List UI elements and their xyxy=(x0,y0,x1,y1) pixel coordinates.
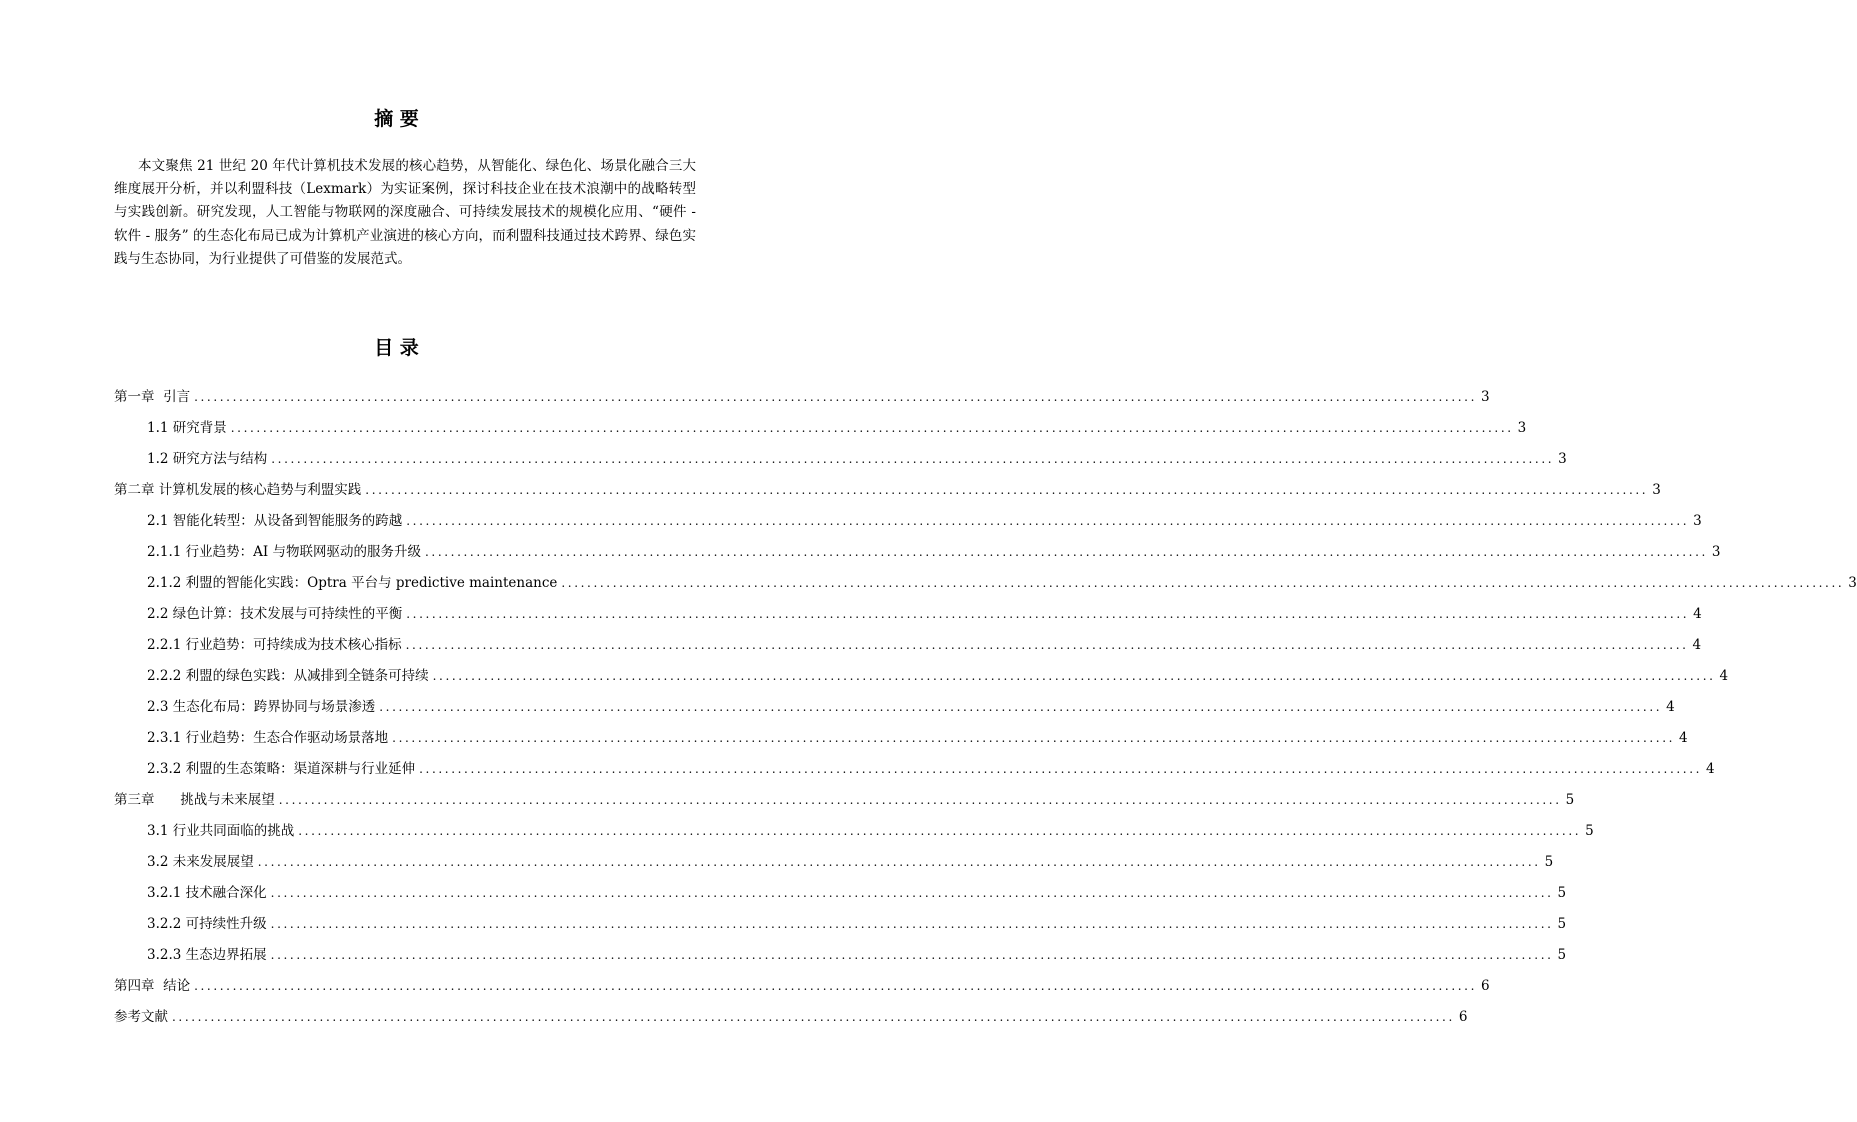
toc-entry-page: 3 xyxy=(1517,420,1527,436)
toc-entry-label: 3.2.2 可持续性升级 xyxy=(147,916,267,932)
toc-entry-page: 4 xyxy=(1719,668,1729,684)
toc-entry-label: 3.1 行业共同面临的挑战 xyxy=(147,823,295,839)
toc-entry-label: 2.3 生态化布局：跨界协同与场景渗透 xyxy=(147,699,376,715)
toc-entry[interactable] xyxy=(147,511,1702,531)
toc-entry[interactable] xyxy=(147,852,1554,872)
toc-entry-page: 4 xyxy=(1679,730,1688,746)
toc-entry-page: 3 xyxy=(1480,389,1490,405)
toc-entry-label: 第二章 计算机发展的核心趋势与利盟实践 xyxy=(114,482,362,498)
toc-leader-dots: ........................................................................................................................................................................................................ xyxy=(298,824,1582,838)
toc-entry[interactable] xyxy=(147,542,1721,562)
toc-leader-dots: ........................................................................................................................................................................................................ xyxy=(194,979,1477,993)
toc-entry-label: 第一章 引言 xyxy=(114,389,191,405)
toc-entry-page: 5 xyxy=(1557,916,1567,932)
toc-entry-page: 4 xyxy=(1706,761,1715,777)
toc-entry-label: 2.3.1 行业趋势：生态合作驱动场景落地 xyxy=(147,730,389,746)
toc-entry-page: 3 xyxy=(1693,513,1702,529)
toc-entry-label: 1.2 研究方法与结构 xyxy=(147,451,268,467)
toc-entry-label: 3.2.3 生态边界拓展 xyxy=(147,947,267,963)
toc-entry-page: 4 xyxy=(1666,699,1675,715)
toc-heading: 目 录 xyxy=(374,337,419,359)
toc-entry-label: 2.1 智能化转型：从设备到智能服务的跨越 xyxy=(147,513,403,529)
toc-entry-page: 5 xyxy=(1557,947,1567,963)
toc-entry[interactable] xyxy=(114,387,1490,407)
toc-entry-label: 3.2.1 技术融合深化 xyxy=(147,885,267,901)
toc-entry[interactable] xyxy=(147,666,1729,686)
toc-entry-label: 第三章 挑战与未来展望 xyxy=(114,792,275,808)
toc-entry[interactable] xyxy=(147,449,1567,469)
toc-leader-dots: ........................................................................................................................................................................................................ xyxy=(271,452,1555,466)
toc-leader-dots: ........................................................................................................................................................................................................ xyxy=(270,886,1554,900)
toc-leader-dots: ........................................................................................................................................................................................................ xyxy=(419,762,1703,776)
toc-leader-dots: ........................................................................................................................................................................................................ xyxy=(392,731,1676,745)
toc-entry-page: 4 xyxy=(1692,637,1702,653)
toc-leader-dots: ........................................................................................................................................................................................................ xyxy=(257,855,1541,869)
toc-leader-dots: ........................................................................................................................................................................................................ xyxy=(405,638,1689,652)
abstract-heading: 摘 要 xyxy=(374,108,419,130)
toc-entry-label: 2.3.2 利盟的生态策略：渠道深耕与行业延伸 xyxy=(147,761,416,777)
toc-entry[interactable] xyxy=(147,759,1715,779)
toc-entry[interactable] xyxy=(147,945,1567,965)
toc-entry[interactable] xyxy=(147,728,1688,748)
toc-leader-dots: ........................................................................................................................................................................................................ xyxy=(172,1010,1455,1024)
toc-entry-label: 2.2.2 利盟的绿色实践：从减排到全链条可持续 xyxy=(147,668,429,684)
toc-entry-page: 3 xyxy=(1558,451,1567,467)
toc-entry-label: 3.2 未来发展展望 xyxy=(147,854,254,870)
toc-entry-label: 参考文献 xyxy=(114,1009,168,1025)
toc-entry-label: 2.2.1 行业趋势：可持续成为技术核心指标 xyxy=(147,637,402,653)
toc-leader-dots: ........................................................................................................................................................................................................ xyxy=(270,948,1554,962)
toc-entry[interactable] xyxy=(147,573,1857,593)
toc-leader-dots: ........................................................................................................................................................................................................ xyxy=(406,607,1690,621)
toc-entry[interactable] xyxy=(114,1007,1468,1027)
toc-entry-page: 6 xyxy=(1480,978,1490,994)
toc-entry[interactable] xyxy=(114,480,1661,500)
toc-entry-page: 3 xyxy=(1848,575,1857,591)
toc-leader-dots: ........................................................................................................................................................................................................ xyxy=(270,917,1554,931)
toc-entry-label: 2.1.2 利盟的智能化实践：Optra 平台与 predictive maintenance xyxy=(147,575,558,591)
toc-entry-label: 第四章 结论 xyxy=(114,978,191,994)
toc-leader-dots: ........................................................................................................................................................................................................ xyxy=(365,483,1649,497)
toc-entry-page: 3 xyxy=(1652,482,1661,498)
toc-leader-dots: ........................................................................................................................................................................................................ xyxy=(278,793,1562,807)
toc-entry[interactable] xyxy=(147,914,1567,934)
toc-entry[interactable] xyxy=(147,418,1527,438)
abstract-body: 本文聚焦 21 世纪 20 年代计算机技术发展的核心趋势，从智能化、绿色化、场景化融合三大维度展开分析，并以利盟科技（Lexmark）为实证案例，探讨科技企业在技术浪潮中的战略转型与实践创新。研究发现，人工智能与物联网的深度融合、可持续发展技术的规模化应用、“硬件 - 软件 - 服务” 的生态化布局已成为计算机产业演进的核心方向，而利盟科技通过技术跨界、绿色实践与生态协同，为行业提供了可借鉴的发展范式。 xyxy=(114,158,696,267)
toc-leader-dots: ........................................................................................................................................................................................................ xyxy=(230,421,1514,435)
toc-entry-page: 4 xyxy=(1693,606,1702,622)
toc-leader-dots: ........................................................................................................................................................................................................ xyxy=(432,669,1716,683)
toc-entry[interactable] xyxy=(147,697,1675,717)
toc-leader-dots: ........................................................................................................................................................................................................ xyxy=(379,700,1663,714)
toc-entry[interactable] xyxy=(147,635,1702,655)
toc-entry[interactable] xyxy=(147,883,1567,903)
toc-entry[interactable] xyxy=(147,821,1594,841)
toc-entry-page: 5 xyxy=(1557,885,1567,901)
toc-entry-page: 5 xyxy=(1565,792,1575,808)
toc-leader-dots: ........................................................................................................................................................................................................ xyxy=(561,576,1845,590)
toc-entry-label: 2.1.1 行业趋势：AI 与物联网驱动的服务升级 xyxy=(147,544,422,560)
toc-entry[interactable] xyxy=(147,604,1702,624)
toc-entry[interactable] xyxy=(114,976,1490,996)
toc-entry-page: 5 xyxy=(1585,823,1594,839)
toc-entry[interactable] xyxy=(114,790,1575,810)
toc-entry-label: 2.2 绿色计算：技术发展与可持续性的平衡 xyxy=(147,606,403,622)
toc-entry-page: 5 xyxy=(1544,854,1554,870)
toc-entry-label: 1.1 研究背景 xyxy=(147,420,227,436)
toc-leader-dots: ........................................................................................................................................................................................................ xyxy=(406,514,1690,528)
toc-entry-page: 3 xyxy=(1711,544,1721,560)
toc-entry-page: 6 xyxy=(1458,1009,1468,1025)
toc-leader-dots: ........................................................................................................................................................................................................ xyxy=(425,545,1708,559)
toc-leader-dots: ........................................................................................................................................................................................................ xyxy=(194,390,1477,404)
